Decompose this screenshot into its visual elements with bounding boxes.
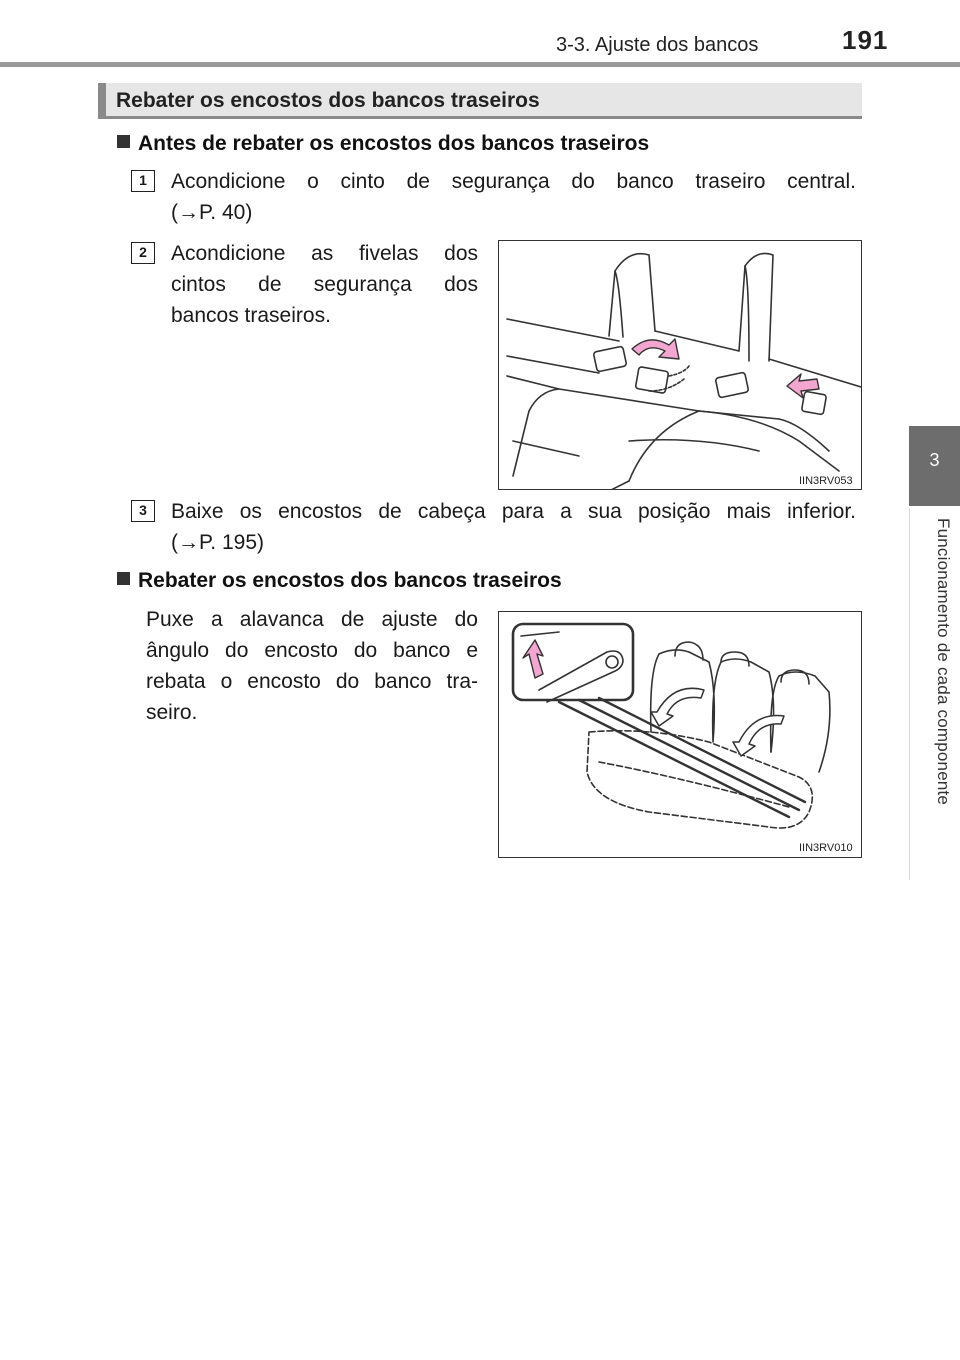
chapter-number: 3 [929,450,940,470]
seat-buckles-illustration [499,241,862,490]
figure-code-1: IIN3RV053 [799,475,853,487]
step-2-line-2: cintos de segurança dos [171,273,478,296]
step-text-3 [171,496,856,558]
sub2-line-3: rebata o encosto do banco tra- [146,670,478,693]
step-number-3: 3 [131,500,155,522]
sub2-line-2: ângulo do encosto do banco e [146,639,478,662]
page-number: 191 [842,25,889,55]
step-number-1: 1 [131,170,155,192]
figure-seat-buckles [498,240,862,490]
step-3-line-2: (→P. 195) [171,531,264,554]
step-1-line-2: (→P. 40) [171,201,253,224]
step-text-1 [171,166,856,228]
square-bullet-icon [117,572,130,585]
subsection-title-2: Rebater os encostos dos bancos traseiros [138,569,562,592]
figure-fold-seat [498,611,862,858]
section-title-bar [98,83,862,119]
subsection-title-1: Antes de rebater os encostos dos bancos traseiros [138,132,650,155]
square-bullet-icon [117,135,130,148]
section-title: Rebater os encostos dos bancos traseiros [116,89,540,112]
chapter-title: Funcionamento de cada componente [934,518,953,806]
fold-seat-illustration [499,612,862,858]
header-rule [0,62,960,67]
step-2-line-3: bancos traseiros. [171,304,331,327]
header-section-title: 3-3. Ajuste dos bancos [556,34,759,56]
figure-code-2: IIN3RV010 [799,842,853,854]
step-1-line-1: Acondicione o cinto de segurança do banco traseiro central. [171,170,856,193]
sub2-line-1: Puxe a alavanca de ajuste do [146,608,478,631]
page-header [0,0,960,62]
subsection-heading-2 [117,569,562,593]
step-number-2: 2 [131,242,155,264]
chapter-tab [909,426,960,506]
sub2-line-4: seiro. [146,701,198,724]
step-2-line-1: Acondicione as fivelas dos [171,242,478,265]
step-3-line-1: Baixe os encostos de cabeça para a sua posição mais inferior. [171,500,856,523]
subsection-2-text [146,604,478,728]
step-text-2 [171,238,478,331]
subsection-heading-1 [117,132,649,156]
